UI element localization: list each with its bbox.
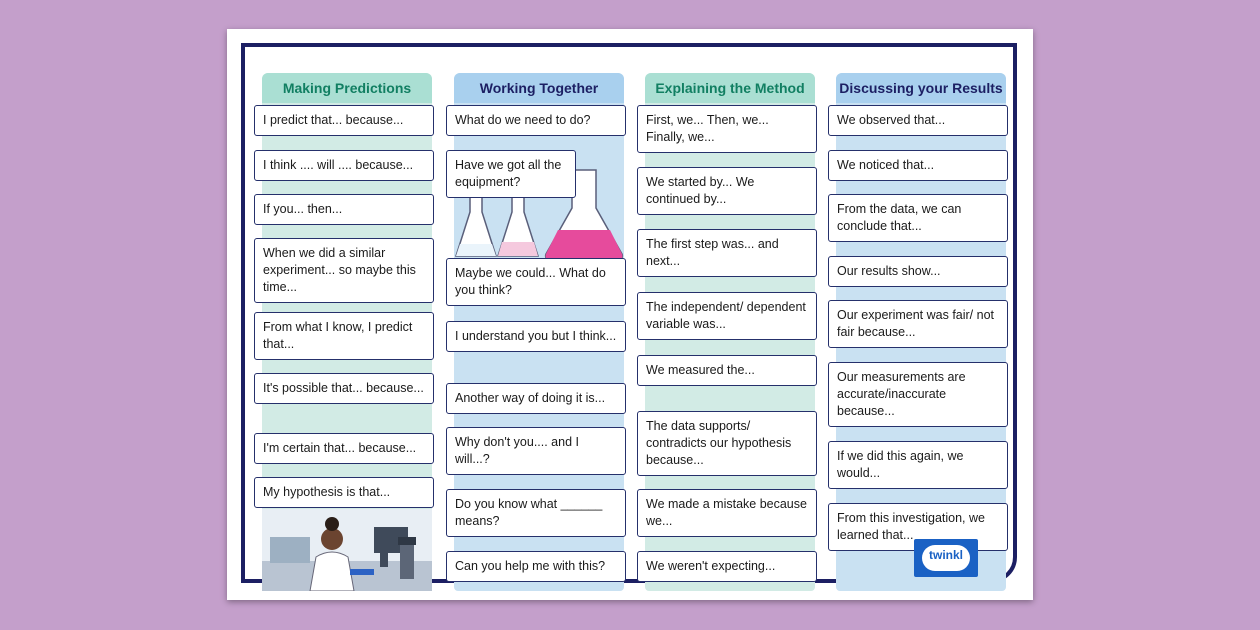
column-explaining-the-method	[645, 73, 815, 591]
phrase-card: Our measurements are accurate/inaccurate because...	[828, 362, 1008, 427]
logo-text: twinkl	[928, 548, 963, 562]
phrase-card: My hypothesis is that...	[254, 477, 434, 508]
phrase-card: Our experiment was fair/ not fair because...	[828, 300, 1008, 348]
phrase-card: We started by... We continued by...	[637, 167, 817, 215]
phrase-card: We weren't expecting...	[637, 551, 817, 582]
column-title: Making Predictions	[262, 73, 432, 103]
phrase-card: I predict that... because...	[254, 105, 434, 136]
phrase-card: If we did this again, we would...	[828, 441, 1008, 489]
small-pink-flask-icon	[498, 188, 538, 256]
phrase-card: I'm certain that... because...	[254, 433, 434, 464]
column-title: Working Together	[454, 73, 624, 103]
phrase-card: From the data, we can conclude that...	[828, 194, 1008, 242]
phrase-card: We noticed that...	[828, 150, 1008, 181]
phrase-card: The independent/ dependent variable was...	[637, 292, 817, 340]
phrase-card: Maybe we could... What do you think?	[446, 258, 626, 306]
phrase-card: The data supports/ contradicts our hypothesis because...	[637, 411, 817, 476]
twinkl-logo	[914, 539, 978, 577]
phrase-card: Can you help me with this?	[446, 551, 626, 582]
small-flask-icon	[456, 188, 496, 256]
phrase-card: It's possible that... because...	[254, 373, 434, 404]
scientist-illustration	[262, 509, 432, 591]
phrase-card: From what I know, I predict that...	[254, 312, 434, 360]
phrase-card: First, we... Then, we... Finally, we...	[637, 105, 817, 153]
phrase-card: Another way of doing it is...	[446, 383, 626, 414]
phrase-card: We made a mistake because we...	[637, 489, 817, 537]
phrase-card: Our results show...	[828, 256, 1008, 287]
mat-frame	[241, 43, 1017, 583]
phrase-card: Why don't you.... and I will...?	[446, 427, 626, 475]
column-making-predictions	[262, 73, 432, 591]
column-discussing-your-results	[836, 73, 1006, 591]
phrase-card: If you... then...	[254, 194, 434, 225]
phrase-card: Have we got all the equipment?	[446, 150, 576, 198]
phrase-card: What do we need to do?	[446, 105, 626, 136]
phrase-card: We measured the...	[637, 355, 817, 386]
mat-sheet	[227, 29, 1033, 600]
phrase-card: I understand you but I think...	[446, 321, 626, 352]
column-title: Discussing your Results	[836, 73, 1006, 103]
phrase-card: Do you know what ______ means?	[446, 489, 626, 537]
phrase-card: I think .... will .... because...	[254, 150, 434, 181]
column-working-together	[454, 73, 624, 591]
phrase-card: We observed that...	[828, 105, 1008, 136]
column-title: Explaining the Method	[645, 73, 815, 103]
phrase-card: The first step was... and next...	[637, 229, 817, 277]
phrase-card: When we did a similar experiment... so maybe this time...	[254, 238, 434, 303]
phrase-card: From this investigation, we learned that...	[828, 503, 1008, 551]
